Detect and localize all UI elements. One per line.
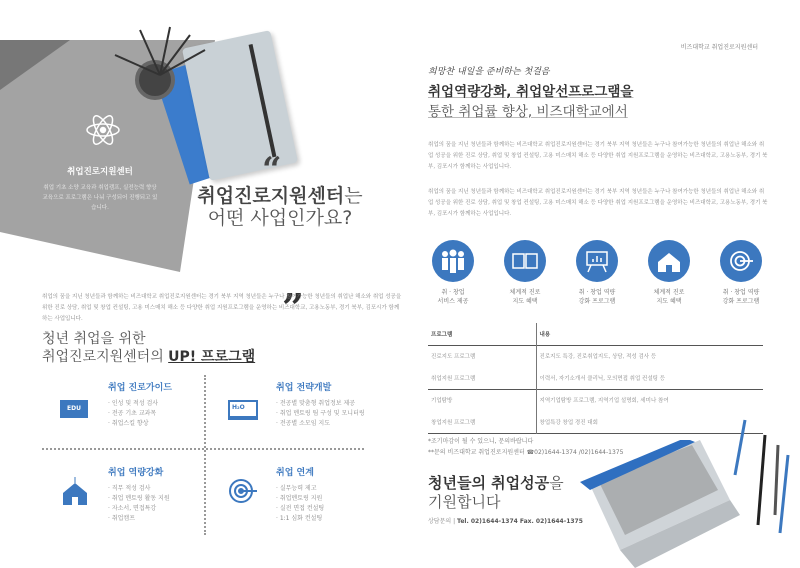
center-box-title: 취업진로지원센터 [67,167,133,177]
paragraph-1: 취업의 꿈을 지닌 청년들과 함께하는 비즈대학교 취업진로지원센터는 경기 북부 지역 청년들은 누구나 참여가능한 청년들의 취업난 해소와 취업 성공을 위한 진로 상담, 취업 및 창업 컨설팅, 고용 미스매치 해소 등 다양한 취업 지원프로그램을 운영하는 비즈대학교, 고용노동부, 경기 북부, 김포시가 함께하는 사업입니다. [428,142,768,170]
table-row [428,411,763,433]
closing-bold: 청년들의 취업성공 [428,474,550,492]
table-cell: 창업지원 프로그램 [428,411,536,433]
benefit-icons-row [418,240,776,306]
table-header-row [428,323,763,345]
target-icon [228,477,258,507]
h2o-text: H₂O [232,404,245,411]
quote-line2: 어떤 사업인가요? [207,207,353,229]
quadrant-title: 취업 역량강화 [108,468,164,478]
table-header: 내용 [539,331,551,338]
quote-rest: 는 [344,185,363,207]
table-cell: 기업탐방 [428,389,536,411]
up-title-bold: UP! 프로그램 [168,349,256,365]
table-cell: 취업지원 프로그램 [428,367,536,389]
contact-label: 상담문의 | [428,518,458,525]
benefit-item [418,240,488,306]
edu-board-icon [60,400,88,418]
quadrant-divider-horizontal [42,448,364,450]
benefit-label: 지도 혜택 [512,298,538,305]
benefit-label: 지도 혜택 [656,298,682,305]
benefit-label: 서비스 제공 [437,298,469,305]
headline-2: 통한 취업률 향상, 비즈대학교에서 [428,104,628,120]
benefit-item [706,240,776,306]
main-question-title [185,185,375,229]
open-quote-mark: “ [262,150,282,190]
benefit-item [634,240,704,306]
quad-item: · 취업 멘토링 팀 구성 및 모니터링 [276,410,365,417]
school-icon [648,240,690,282]
benefit-label: 강화 프로그램 [578,298,616,305]
quad-item: · 전공별 소모임 지도 [276,420,330,427]
benefit-item [562,240,632,306]
quad-item: · 전공별 맞춤형 취업정보 제공 [276,400,356,407]
page-header: 비즈대학교 취업진로지원센터 [680,44,758,51]
school-icon [60,477,90,507]
h2o-board-icon [228,400,258,420]
quad-item: · 취업스킬 향상 [108,420,149,427]
contact-value: Tel. 02)1644-1374 Fax. 02)1644-1375 [457,518,583,525]
quadrant-divider-vertical [204,375,206,535]
table-cell: 지역기업탐방 프로그램, 지역기업 설명회, 세미나 참여 [539,398,669,405]
headline-1: 취업역량강화, 취업알선프로그램을 [428,84,634,100]
table-row [428,345,763,367]
quad-item: · 자소서, 면접특강 [108,505,157,512]
note-line: **문의 비즈대학교 취업진로지원센터 ☎02)1644-1374 /02)1644-1375 [428,449,624,456]
people-icon [432,240,474,282]
center-box-description: 취업 기초 소양 교육과 취업캠프, 실전능력 향상 교육으로 프로그램은 나눠 구성되어 진행되고 있습니다. [42,185,158,211]
table-header: 프로그램 [428,323,536,345]
presentation-icon [576,240,618,282]
benefit-label: 체계적 진로 [509,289,541,296]
quad-item: · 취업멘토링 지원 [276,495,323,502]
quad-item: · 취업캠프 [108,515,135,522]
quadrant-title: 취업 연계 [276,468,314,478]
close-quote-mark: ” [282,285,304,330]
target-icon [720,240,762,282]
atom-icon [85,112,121,148]
quad-item: · 1:1 심화 컨설팅 [276,515,323,522]
table-cell: 이력서, 자기소개서 클리닉, 모의면접 취업 컨설팅 등 [539,375,666,382]
quote-bold: 취업진로지원센터 [197,185,345,207]
up-title-line1: 청년 취업을 위한 [42,331,146,347]
quad-item: · 직무 적성 검사 [108,485,151,492]
note-line: *조기마감이 될 수 있으니, 문의바랍니다 [428,438,534,445]
script-tagline: 희망찬 내일을 준비하는 첫걸음 [428,67,550,77]
table-cell: 진로지도 프로그램 [428,345,536,367]
book-icon [504,240,546,282]
up-title-line2: 취업진로지원센터의 [42,349,169,365]
intro-paragraph: 취업의 꿈을 지닌 청년들과 함께하는 비즈대학교 취업진로지원센터는 경기 북부 지역 청년들은 누구나 참여가능한 청년들의 취업난 해소와 취업 성공을 위한 진로 상담, 취업 및 창업 컨설팅, 고용 미스매치 해소 등 다양한 취업 지원프로그램을 운영하는 비즈대학교, 고용노동부, 경기 북부, 김포시가 함께하는 사업입니다. [42,294,402,322]
benefit-label: 취 · 창업 역량 [722,289,760,296]
contact-info [428,516,583,525]
program-table [428,323,763,434]
table-row [428,367,763,389]
benefit-label: 강화 프로그램 [722,298,760,305]
table-row [428,389,763,411]
quadrant-title: 취업 전략개발 [276,383,332,393]
closing-rest: 을 [549,474,564,492]
quad-item: · 인성 및 적성 검사 [108,400,159,407]
up-program-title [42,330,255,366]
closing-message [428,474,564,512]
quadrant-title: 취업 진로가이드 [108,383,172,393]
table-cell: 진로지도 특강, 진로취업지도, 상담, 적성 검사 등 [539,354,657,361]
edu-text: EDU [67,405,81,412]
laptop-image [580,440,740,568]
pens-image [730,415,800,535]
quad-item: · 실무능력 제고 [276,485,317,492]
benefit-label: 취 · 창업 [441,289,465,296]
quad-item: · 실전 면접 컨설팅 [276,505,325,512]
closing-line2: 기원합니다 [428,493,501,511]
paragraph-2: 취업의 꿈을 지닌 청년들과 함께하는 비즈대학교 취업진로지원센터는 경기 북부 지역 청년들은 누구나 참여가능한 청년들의 취업난 해소와 취업 성공을 위한 진로 상담, 취업 및 창업 컨설팅, 고용 미스매치 해소 등 다양한 취업 지원프로그램을 운영하는 비즈대학교, 고용노동부, 경기 북부, 김포시가 함께하는 사업입니다. [428,189,768,217]
benefit-label: 체계적 진로 [653,289,685,296]
table-cell: 창업특강 창업 경진 대회 [539,419,598,426]
benefit-item [490,240,560,306]
pencils-image [110,25,210,95]
benefit-label: 취 · 창업 역량 [578,289,616,296]
quad-item: · 전공 기초 교과목 [108,410,157,417]
quad-item: · 취업 멘토링 활동 지원 [108,495,170,502]
